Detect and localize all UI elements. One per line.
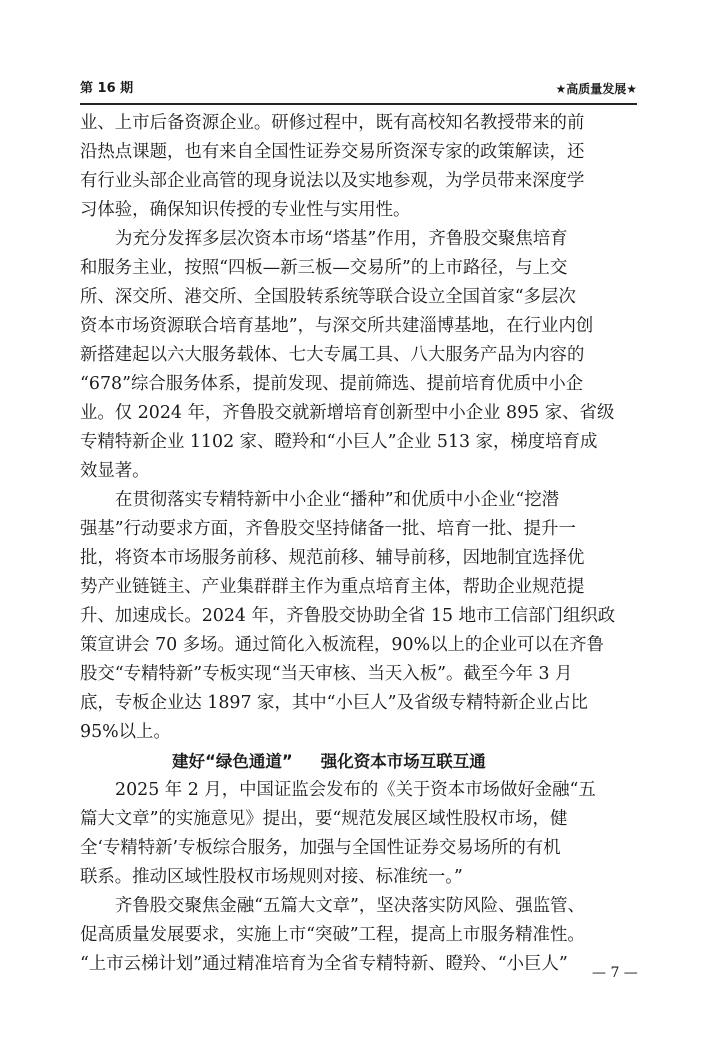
text-line: 升、加速成长。2024 年，齐鲁股交协助全省 15 地市工信部门组织政: [80, 606, 616, 626]
text-line: 全‘专精特新’专板综合服务，加强与全国性证券交易场所的有机: [80, 838, 561, 858]
text-line: 业。仅 2024 年，齐鲁股交就新增培育创新型中小企业 895 家、省级: [80, 403, 615, 423]
header-rule: [80, 103, 637, 105]
page-number: — 7 —: [592, 965, 638, 981]
text-line: 习体验，确保知识传授的专业性与实用性。: [80, 200, 411, 220]
paragraph-start-line: 2025 年 2 月，中国证监会发布的《关于资本市场做好金融“五: [115, 780, 596, 800]
text-line: 专精特新企业 1102 家、瞪羚和“小巨人”企业 513 家，梯度培育成: [80, 432, 598, 452]
text-line: 批，将资本市场服务前移、规范前移、辅导前移，因地制宜选择优: [80, 548, 585, 568]
text-line: 和服务主业，按照“四板—新三板—交易所”的上市路径，与上交: [80, 258, 568, 278]
text-line: 策宣讲会 70 多场。通过简化入板流程，90%以上的企业可以在齐鲁: [80, 635, 604, 655]
column-title: ★高质量发展★: [555, 82, 637, 96]
paragraph-start-line: 为充分发挥多层次资本市场“塔基”作用，齐鲁股交聚焦培育: [115, 229, 568, 249]
section-heading: [80, 747, 637, 776]
text-line: 业、上市后备资源企业。研修过程中，既有高校知名教授带来的前: [80, 113, 585, 133]
text-line: 股交“专精特新”专板实现“当天审核、当天入板”。截至今年 3 月: [80, 664, 573, 684]
text-line: 促高质量发展要求，实施上市“突破”工程，提高上市服务精准性。: [80, 925, 585, 945]
text-line: 效显著。: [80, 461, 150, 481]
text-line: 势产业链链主、产业集群群主作为重点培育主体，帮助企业规范提: [80, 577, 585, 597]
text-line: 资本市场资源联合培育基地”，与深交所共建淄博基地，在行业内创: [80, 316, 594, 336]
text-line: “678”综合服务体系，提前发现、提前筛选、提前培育优质中小企: [80, 374, 584, 394]
paragraph-start-line: 齐鲁股交聚焦金融“五篇大文章”，坚决落实防风险、强监管、: [115, 896, 585, 916]
text-line: 篇大文章”的实施意见》提出，要“规范发展区域性股权市场，健: [80, 809, 568, 829]
article-body: [80, 109, 637, 979]
text-line: 所、深交所、港交所、全国股转系统等联合设立全国首家“多层次: [80, 287, 576, 307]
text-line: 沿热点课题，也有来自全国性证券交易所资深专家的政策解读，还: [80, 142, 585, 162]
text-line: 联系。推动区域性股权市场规则对接、标准统一。”: [80, 867, 463, 887]
paragraph-start-line: 在贯彻落实专精特新中小企业“播种”和优质中小企业“挖潜: [115, 490, 560, 510]
text-line: 底，专板企业达 1897 家，其中“小巨人”及省级专精特新企业占比: [80, 693, 588, 713]
text-line: 新搭建起以六大服务载体、七大专属工具、八大服务产品为内容的: [80, 345, 585, 365]
text-line: “上市云梯计划”通过精准培育为全省专精特新、瞪羚、“小巨人”: [80, 954, 568, 974]
section-heading-part1: 建好“绿色通道”: [172, 752, 293, 771]
text-line: 有行业头部企业高管的现身说法以及实地参观，为学员带来深度学: [80, 171, 585, 191]
text-line: 强基”行动要求方面，齐鲁股交坚持储备一批、培育一批、提升一: [80, 519, 576, 539]
running-header: [80, 80, 637, 102]
issue-number: 第 16 期: [80, 81, 134, 96]
section-heading-part2: 强化资本市场互联互通: [320, 752, 486, 771]
text-line: 95%以上。: [80, 722, 171, 742]
